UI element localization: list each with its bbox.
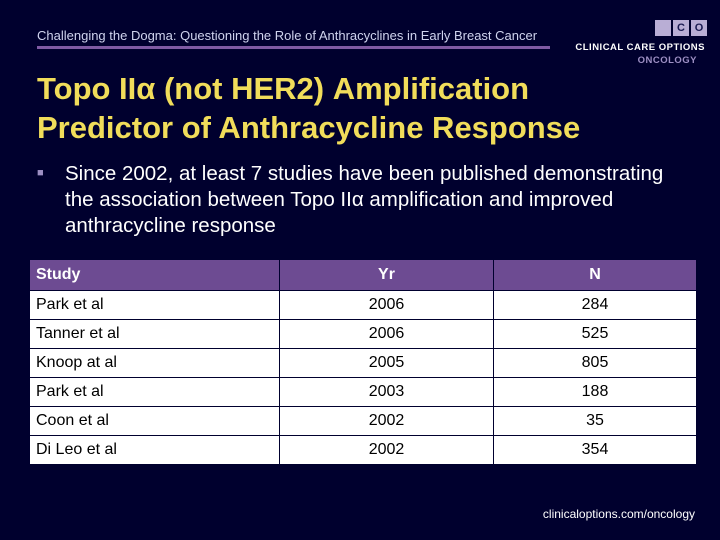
studies-table [29,259,697,465]
study-cell: Tanner et al [30,320,280,349]
year-cell: 2003 [280,378,494,407]
column-header-study: Study [30,260,280,291]
clinical-care-options-logo [565,20,705,70]
logo-box-2: C [673,20,689,36]
year-cell: 2006 [280,291,494,320]
year-cell: 2002 [280,436,494,465]
header-divider [37,46,550,49]
n-cell: 35 [494,407,697,436]
n-cell: 805 [494,349,697,378]
slide-header: Challenging the Dogma: Questioning the Role of Anthracyclines in Early Breast Cancer [37,28,538,43]
table-row [30,349,697,378]
year-cell: 2005 [280,349,494,378]
logo-box-3: O [691,20,707,36]
study-cell: Di Leo et al [30,436,280,465]
column-header-year: Yr [280,260,494,291]
square-bullet-icon: ■ [37,167,44,179]
n-cell: 354 [494,436,697,465]
n-cell: 284 [494,291,697,320]
study-cell: Coon et al [30,407,280,436]
table-row [30,407,697,436]
table-row [30,436,697,465]
column-header-n: N [494,260,697,291]
bullet-text: Since 2002, at least 7 studies have been published demonstrating the association between Topo IIα amplification and improved anthracycline response [65,162,664,237]
table-row [30,320,697,349]
table-row [30,378,697,407]
slide-title [37,69,697,147]
title-line-1: Topo IIα (not HER2) Amplification [37,71,530,106]
year-cell: 2002 [280,407,494,436]
study-cell: Park et al [30,378,280,407]
study-cell: Park et al [30,291,280,320]
logo-letter-boxes [655,20,707,36]
year-cell: 2006 [280,320,494,349]
study-cell: Knoop at al [30,349,280,378]
footer-url[interactable]: clinicaloptions.com/oncology [542,507,695,521]
n-cell: 188 [494,378,697,407]
table-row [30,291,697,320]
logo-wordmark: CLINICAL CARE OPTIONS [575,42,705,53]
n-cell: 525 [494,320,697,349]
table-header-row [30,260,697,291]
logo-box-1 [655,20,671,36]
logo-subtitle: ONCOLOGY [637,55,697,66]
title-line-2: Predictor of Anthracycline Response [37,110,581,145]
